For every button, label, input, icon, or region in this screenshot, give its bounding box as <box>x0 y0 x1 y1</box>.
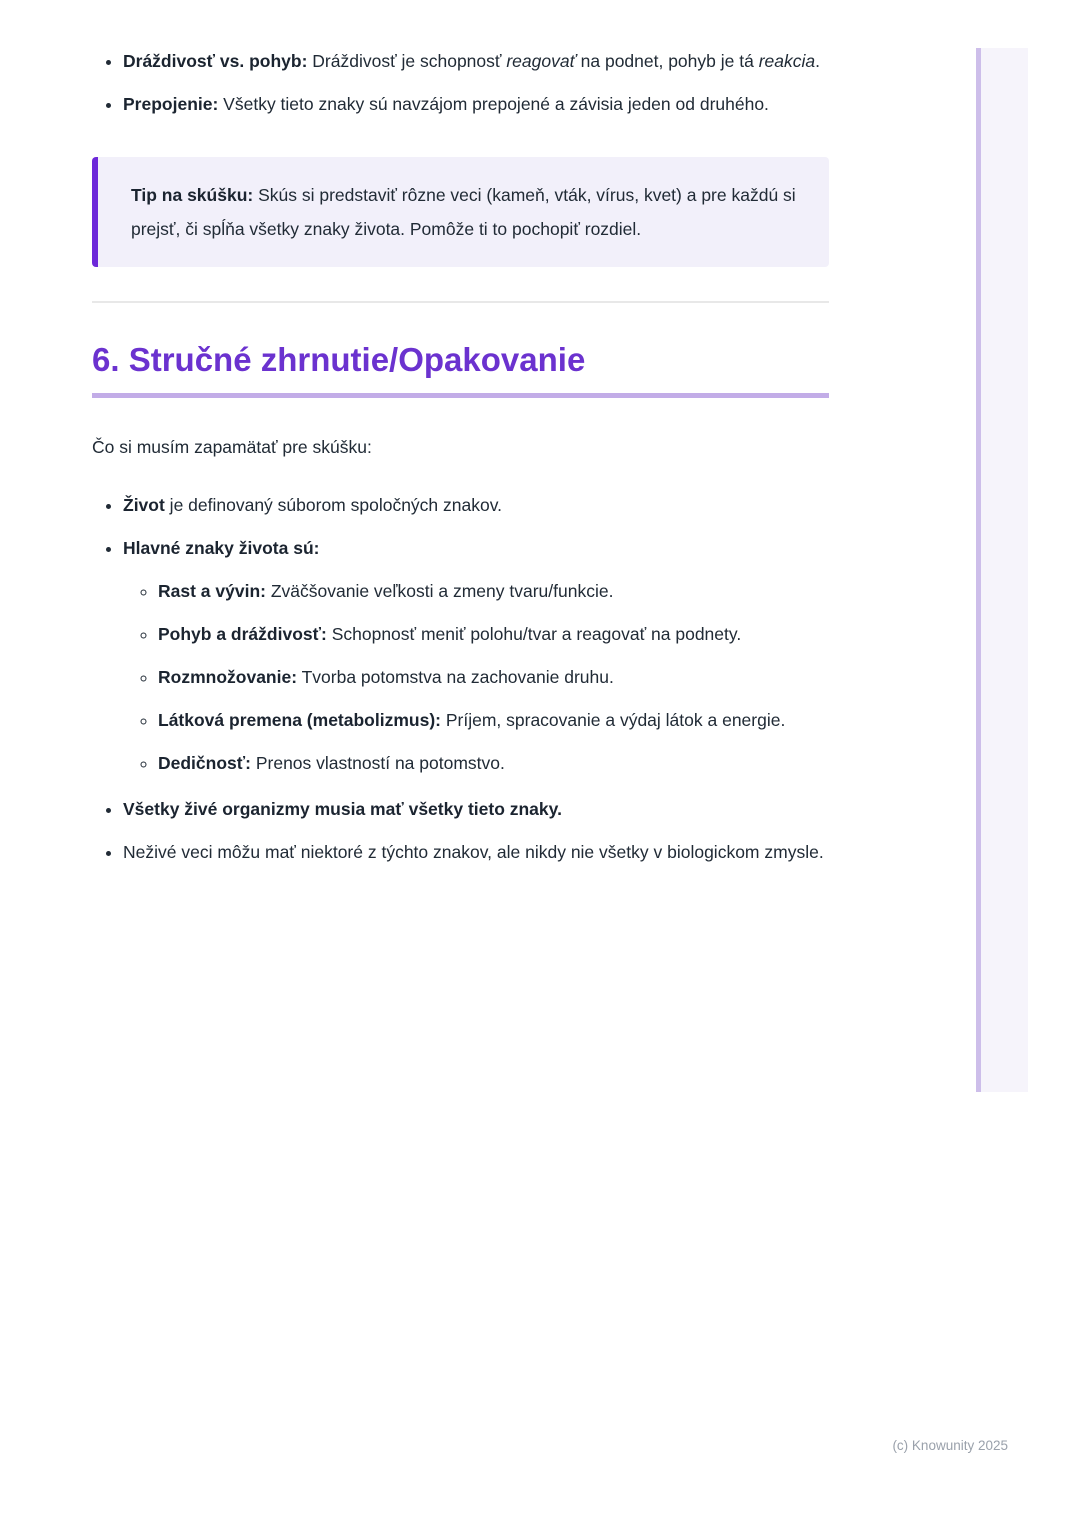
list-item <box>123 87 829 121</box>
list-item <box>123 835 829 869</box>
bullet-text: na podnet, pohyb je tá <box>575 51 759 71</box>
bullet-text: Príjem, spracovanie a výdaj látok a energie. <box>440 710 786 730</box>
bullet-text: Dráždivosť je schopnosť <box>307 51 507 71</box>
bullet-lead: Rozmnožovanie: <box>158 667 298 687</box>
bullet-lead: Dráždivosť vs. pohyb: <box>123 51 308 71</box>
list-item <box>123 531 829 780</box>
list-item <box>123 44 829 78</box>
section-divider <box>92 301 829 303</box>
copyright-footer: (c) Knowunity 2025 <box>892 1438 1008 1453</box>
italic-term: reakcia <box>758 51 816 71</box>
bullet-lead: Všetky živé organizmy musia mať všetky tieto znaky. <box>123 799 562 819</box>
bullet-text: Prenos vlastností na potomstvo. <box>250 753 505 773</box>
section-heading: 6. Stručné zhrnutie/Opakovanie <box>92 340 829 398</box>
list-item <box>123 488 829 522</box>
list-item <box>158 660 829 694</box>
italic-term: reagovať <box>506 51 576 71</box>
sub-bullet-list <box>123 574 829 780</box>
bullet-lead: Látková premena (metabolizmus): <box>158 710 441 730</box>
exam-tip-callout <box>92 157 829 267</box>
right-margin-strip <box>976 48 1028 1092</box>
document-content <box>92 44 829 869</box>
bullet-lead: Prepojenie: <box>123 94 219 114</box>
bullet-text: Schopnosť meniť polohu/tvar a reagovať na podnety. <box>326 624 742 644</box>
summary-bullet-list <box>92 488 829 869</box>
bullet-lead: Život <box>123 495 165 515</box>
list-item <box>158 703 829 737</box>
list-item <box>158 746 829 780</box>
list-item <box>158 574 829 608</box>
tip-lead: Tip na skúšku: <box>131 185 254 205</box>
bullet-text: Všetky tieto znaky sú navzájom prepojené a závisia jeden od druhého. <box>218 94 769 114</box>
bullet-text: Neživé veci môžu mať niektoré z týchto znakov, ale nikdy nie všetky v biologickom zmysle. <box>123 842 824 862</box>
bullet-text: . <box>815 51 820 71</box>
list-item <box>158 617 829 651</box>
bullet-lead: Pohyb a dráždivosť: <box>158 624 327 644</box>
bullet-text: Zväčšovanie veľkosti a zmeny tvaru/funkcie. <box>265 581 614 601</box>
bullet-lead: Hlavné znaky života sú: <box>123 538 320 558</box>
bullet-text: je definovaný súborom spoločných znakov. <box>164 495 503 515</box>
bullet-lead: Rast a vývin: <box>158 581 266 601</box>
bullet-text: Tvorba potomstva na zachovanie druhu. <box>297 667 614 687</box>
bullet-lead: Dedičnosť: <box>158 753 251 773</box>
list-item <box>123 792 829 826</box>
tip-text: Skús si predstaviť rôzne veci (kameň, vták, vírus, kvet) a pre každú si prejsť, či spĺňa všetky znaky života. Pomôže ti to pochopiť rozdiel. <box>131 185 796 239</box>
section-intro-text: Čo si musím zapamätať pre skúšku: <box>92 437 372 457</box>
intro-bullet-list <box>92 44 829 121</box>
